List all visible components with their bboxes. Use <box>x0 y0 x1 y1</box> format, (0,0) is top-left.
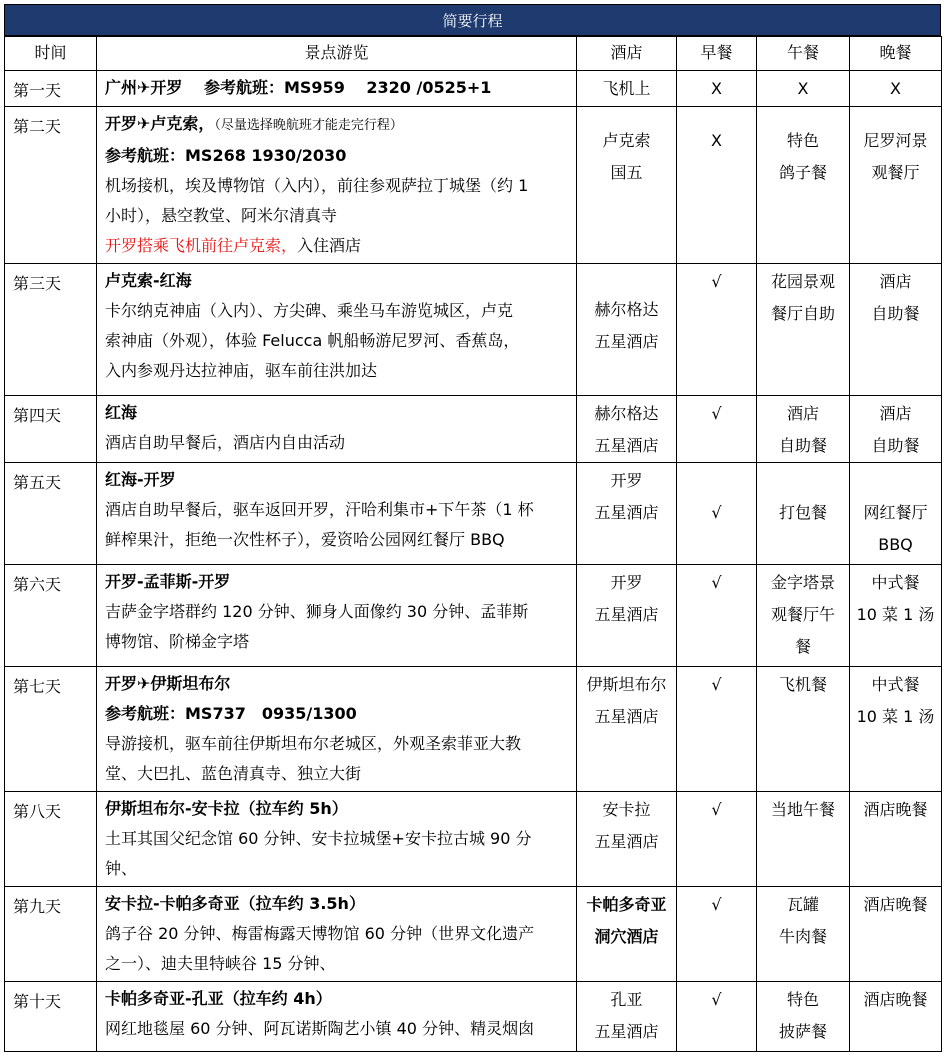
dinner-cell-line: 中式餐 <box>871 675 920 694</box>
header-spot: 景点游览 <box>97 37 577 71</box>
table-row <box>5 565 942 667</box>
breakfast-cell <box>677 71 757 107</box>
spot-line <box>105 326 570 356</box>
dinner-cell <box>850 71 942 107</box>
day-cell: 第三天 <box>5 264 97 396</box>
spot-line <box>105 627 570 657</box>
hotel-cell-line: 五星酒店 <box>594 605 659 624</box>
dinner-cell-line: 观餐厅 <box>871 163 920 182</box>
lunch-cell-line: 餐 <box>794 637 811 656</box>
breakfast-cell-line: X <box>711 131 722 150</box>
itinerary-table <box>4 36 942 1052</box>
spot-line-text: 广州✈开罗 参考航班：MS959 2320 /0525+1 <box>105 78 492 97</box>
hotel-cell-line: 五星酒店 <box>594 832 659 851</box>
breakfast-cell <box>677 982 757 1052</box>
spot-line-text: 安卡拉-卡帕多奇亚（拉车约 3.5h） <box>105 894 365 913</box>
header-dinner: 晚餐 <box>850 37 942 71</box>
spot-line-text: 鲜榨果汁，拒绝一次性杯子），爱资哈公园网红餐厅 BBQ <box>105 530 505 549</box>
dinner-cell <box>850 982 942 1052</box>
spot-line <box>105 759 570 789</box>
spot-line-text: 索神庙（外观），体验 Felucca 帆船畅游尼罗河、香蕉岛， <box>105 331 520 350</box>
spot-line <box>105 794 570 824</box>
spot-line <box>105 296 570 326</box>
hotel-cell <box>577 396 677 463</box>
lunch-cell-line: 牛肉餐 <box>778 927 827 946</box>
spot-line <box>105 824 570 854</box>
spot-line <box>105 465 570 495</box>
lunch-cell-line: 特色 <box>786 990 819 1009</box>
spot-line-text: 堂、大巴扎、蓝色清真寺、独立大街 <box>105 764 362 783</box>
table-row <box>5 792 942 887</box>
spot-line <box>105 889 570 919</box>
dinner-cell <box>850 667 942 792</box>
spot-line <box>105 525 570 555</box>
spot-line-text: 卡帕多奇亚-孔亚（拉车约 4h） <box>105 989 332 1008</box>
hotel-cell-line: 孔亚 <box>610 990 643 1009</box>
itinerary-body <box>5 71 942 1052</box>
lunch-cell-line: 当地午餐 <box>770 800 835 819</box>
spot-line <box>105 141 570 171</box>
hotel-cell-line: 开罗 <box>610 573 643 592</box>
breakfast-cell-line: √ <box>711 990 722 1009</box>
dinner-cell-line: 酒店晚餐 <box>863 990 928 1009</box>
spot-line <box>105 567 570 597</box>
spot-line <box>105 266 570 296</box>
spot-cell <box>97 887 577 982</box>
spot-line <box>105 201 570 231</box>
spot-cell <box>97 396 577 463</box>
hotel-cell <box>577 565 677 667</box>
spot-line <box>105 1014 570 1044</box>
dinner-cell <box>850 887 942 982</box>
spot-line-text: 博物馆、阶梯金字塔 <box>105 632 250 651</box>
day-cell: 第一天 <box>5 71 97 107</box>
table-row <box>5 463 942 565</box>
day-cell: 第四天 <box>5 396 97 463</box>
spot-line-text: 卡尔纳克神庙（入内）、方尖碑、乘坐马车游览城区，卢克 <box>105 301 514 320</box>
hotel-cell-line: 开罗 <box>610 471 643 490</box>
dinner-cell <box>850 463 942 565</box>
spot-line-text: 红海 <box>105 403 138 422</box>
spot-line-note: （尽量选择晚航班才能走完行程） <box>214 118 403 133</box>
spot-cell <box>97 667 577 792</box>
lunch-cell <box>757 887 850 982</box>
spot-line <box>105 171 570 201</box>
spot-cell <box>97 982 577 1052</box>
spot-line-text: 红海-开罗 <box>105 470 176 489</box>
spot-line-text: 酒店自助早餐后，酒店内自由活动 <box>105 433 346 452</box>
dinner-cell-line: 酒店 <box>879 272 912 291</box>
hotel-cell-line: 伊斯坦布尔 <box>586 675 667 694</box>
hotel-cell <box>577 982 677 1052</box>
spot-line <box>105 109 570 141</box>
header-lunch: 午餐 <box>757 37 850 71</box>
lunch-cell <box>757 71 850 107</box>
dinner-cell-line: X <box>890 79 901 98</box>
dinner-cell-line: 10 菜 1 汤 <box>856 605 935 624</box>
header-row <box>5 37 942 71</box>
header-breakfast: 早餐 <box>677 37 757 71</box>
lunch-cell-line: 自助餐 <box>778 436 827 455</box>
itinerary-wrapper <box>4 4 941 1052</box>
hotel-cell-line: 五星酒店 <box>594 707 659 726</box>
breakfast-cell <box>677 887 757 982</box>
dinner-cell <box>850 396 942 463</box>
table-row <box>5 71 942 107</box>
lunch-cell <box>757 667 850 792</box>
lunch-cell <box>757 982 850 1052</box>
dinner-cell <box>850 792 942 887</box>
lunch-cell-line: 特色 <box>786 131 819 150</box>
day-cell: 第八天 <box>5 792 97 887</box>
spot-line <box>105 428 570 458</box>
hotel-cell-line: 卡帕多奇亚 <box>586 895 667 914</box>
spot-line-text: 开罗✈卢克索， <box>105 114 215 133</box>
header-hotel: 酒店 <box>577 37 677 71</box>
hotel-cell-line: 洞穴酒店 <box>594 927 659 946</box>
breakfast-cell <box>677 463 757 565</box>
spot-line <box>105 984 570 1014</box>
spot-line-text: 网红地毯屋 60 分钟、阿瓦诺斯陶艺小镇 40 分钟、精灵烟囱 <box>105 1019 535 1038</box>
day-cell: 第十天 <box>5 982 97 1052</box>
table-row <box>5 667 942 792</box>
table-row <box>5 887 942 982</box>
lunch-cell <box>757 396 850 463</box>
lunch-cell-line: 餐厅自助 <box>770 304 835 323</box>
hotel-cell-line: 飞机上 <box>602 79 651 98</box>
spot-line <box>105 495 570 525</box>
spot-line <box>105 73 570 103</box>
hotel-cell-line: 安卡拉 <box>602 800 651 819</box>
day-cell: 第五天 <box>5 463 97 565</box>
breakfast-cell <box>677 264 757 396</box>
hotel-cell-line: 赫尔格达 <box>594 404 659 423</box>
breakfast-cell <box>677 396 757 463</box>
spot-line-text: 开罗搭乘飞机前往卢克索， <box>105 236 298 255</box>
spot-cell <box>97 792 577 887</box>
spot-line <box>105 231 570 261</box>
hotel-cell-line: 五星酒店 <box>594 332 659 351</box>
breakfast-cell-line: √ <box>711 800 722 819</box>
table-title: 简要行程 <box>4 4 941 36</box>
hotel-cell <box>577 264 677 396</box>
hotel-cell <box>577 667 677 792</box>
lunch-cell-line: 观餐厅午 <box>770 605 835 624</box>
table-row <box>5 396 942 463</box>
hotel-cell-line: 赫尔格达 <box>594 300 659 319</box>
dinner-cell-line: 网红餐厅 <box>863 503 928 522</box>
lunch-cell <box>757 463 850 565</box>
breakfast-cell <box>677 667 757 792</box>
lunch-cell-line: 打包餐 <box>778 503 827 522</box>
spot-cell <box>97 107 577 264</box>
spot-line <box>105 854 570 884</box>
dinner-cell-line: 10 菜 1 汤 <box>856 707 935 726</box>
spot-line-text: 伊斯坦布尔-安卡拉（拉车约 5h） <box>105 799 348 818</box>
lunch-cell-line: 披萨餐 <box>778 1022 827 1041</box>
spot-cell <box>97 264 577 396</box>
spot-line-text: 导游接机，驱车前往伊斯坦布尔老城区，外观圣索菲亚大教 <box>105 734 522 753</box>
breakfast-cell <box>677 565 757 667</box>
spot-line-text: 开罗-孟菲斯-开罗 <box>105 572 231 591</box>
hotel-cell <box>577 792 677 887</box>
day-cell: 第二天 <box>5 107 97 264</box>
breakfast-cell-line: √ <box>711 272 722 291</box>
spot-line-text: 参考航班：MS737 0935/1300 <box>105 704 357 723</box>
hotel-cell <box>577 887 677 982</box>
spot-line-tail: 入住酒店 <box>297 236 362 255</box>
breakfast-cell-line: √ <box>711 675 722 694</box>
table-row <box>5 264 942 396</box>
lunch-cell-line: 瓦罐 <box>786 895 819 914</box>
spot-line <box>105 356 570 386</box>
spot-line-text: 酒店自助早餐后，驱车返回开罗，汗哈利集市+下午茶（1 杯 <box>105 500 534 519</box>
day-cell: 第六天 <box>5 565 97 667</box>
breakfast-cell-line: √ <box>711 895 722 914</box>
spot-cell <box>97 565 577 667</box>
breakfast-cell-line: √ <box>711 503 722 522</box>
spot-cell <box>97 463 577 565</box>
lunch-cell <box>757 264 850 396</box>
spot-line <box>105 669 570 699</box>
spot-line-text: 土耳其国父纪念馆 60 分钟、安卡拉城堡+安卡拉古城 90 分 <box>105 829 532 848</box>
spot-line-text: 机场接机，埃及博物馆（入内），前往参观萨拉丁城堡（约 1 <box>105 176 529 195</box>
hotel-cell-line: 五星酒店 <box>594 436 659 455</box>
spot-line-text: 吉萨金字塔群约 120 分钟、狮身人面像约 30 分钟、孟菲斯 <box>105 602 529 621</box>
spot-line-text: 参考航班：MS268 1930/2030 <box>105 146 347 165</box>
spot-cell <box>97 71 577 107</box>
lunch-cell <box>757 107 850 264</box>
spot-line-text: 钟、 <box>105 859 138 878</box>
lunch-cell-line: 飞机餐 <box>778 675 827 694</box>
hotel-cell-line: 五星酒店 <box>594 503 659 522</box>
lunch-cell-line: 花园景观 <box>770 272 835 291</box>
spot-line-text: 卢克索-红海 <box>105 271 192 290</box>
dinner-cell-line: 酒店晚餐 <box>863 895 928 914</box>
hotel-cell <box>577 107 677 264</box>
dinner-cell-line: 尼罗河景 <box>863 131 928 150</box>
spot-line-text: 开罗✈伊斯坦布尔 <box>105 674 231 693</box>
dinner-cell-line: 酒店晚餐 <box>863 800 928 819</box>
day-cell: 第七天 <box>5 667 97 792</box>
header-time: 时间 <box>5 37 97 71</box>
lunch-cell-line: 鸽子餐 <box>778 163 827 182</box>
hotel-cell-line: 卢克索 <box>602 131 651 150</box>
breakfast-cell <box>677 792 757 887</box>
lunch-cell <box>757 792 850 887</box>
dinner-cell-line: 酒店 <box>879 404 912 423</box>
day-cell: 第九天 <box>5 887 97 982</box>
breakfast-cell <box>677 107 757 264</box>
spot-line <box>105 919 570 949</box>
dinner-cell <box>850 565 942 667</box>
dinner-cell-line: 自助餐 <box>871 436 920 455</box>
spot-line-text: 入内参观丹达拉神庙，驱车前往洪加达 <box>105 361 378 380</box>
lunch-cell-line: X <box>797 79 809 98</box>
table-row <box>5 982 942 1052</box>
dinner-cell <box>850 264 942 396</box>
breakfast-cell-line: X <box>711 79 722 98</box>
spot-line <box>105 729 570 759</box>
spot-line <box>105 699 570 729</box>
hotel-cell-line: 国五 <box>610 163 643 182</box>
hotel-cell <box>577 71 677 107</box>
spot-line <box>105 398 570 428</box>
dinner-cell-line: 自助餐 <box>871 304 920 323</box>
breakfast-cell-line: √ <box>711 573 722 592</box>
spot-line-text: 之一）、迪夫里特峡谷 15 分钟、 <box>105 954 336 973</box>
dinner-cell-line: BBQ <box>878 535 913 554</box>
dinner-cell-line: 中式餐 <box>871 573 920 592</box>
spot-line-text: 小时），悬空教堂、阿米尔清真寺 <box>105 206 338 225</box>
table-row <box>5 107 942 264</box>
spot-line-text: 鸽子谷 20 分钟、梅雷梅露天博物馆 60 分钟（世界文化遗产 <box>105 924 535 943</box>
breakfast-cell-line: √ <box>711 404 722 423</box>
hotel-cell <box>577 463 677 565</box>
spot-line <box>105 597 570 627</box>
hotel-cell-line: 五星酒店 <box>594 1022 659 1041</box>
lunch-cell-line: 金字塔景 <box>770 573 835 592</box>
spot-line <box>105 949 570 979</box>
dinner-cell <box>850 107 942 264</box>
lunch-cell-line: 酒店 <box>786 404 819 423</box>
lunch-cell <box>757 565 850 667</box>
